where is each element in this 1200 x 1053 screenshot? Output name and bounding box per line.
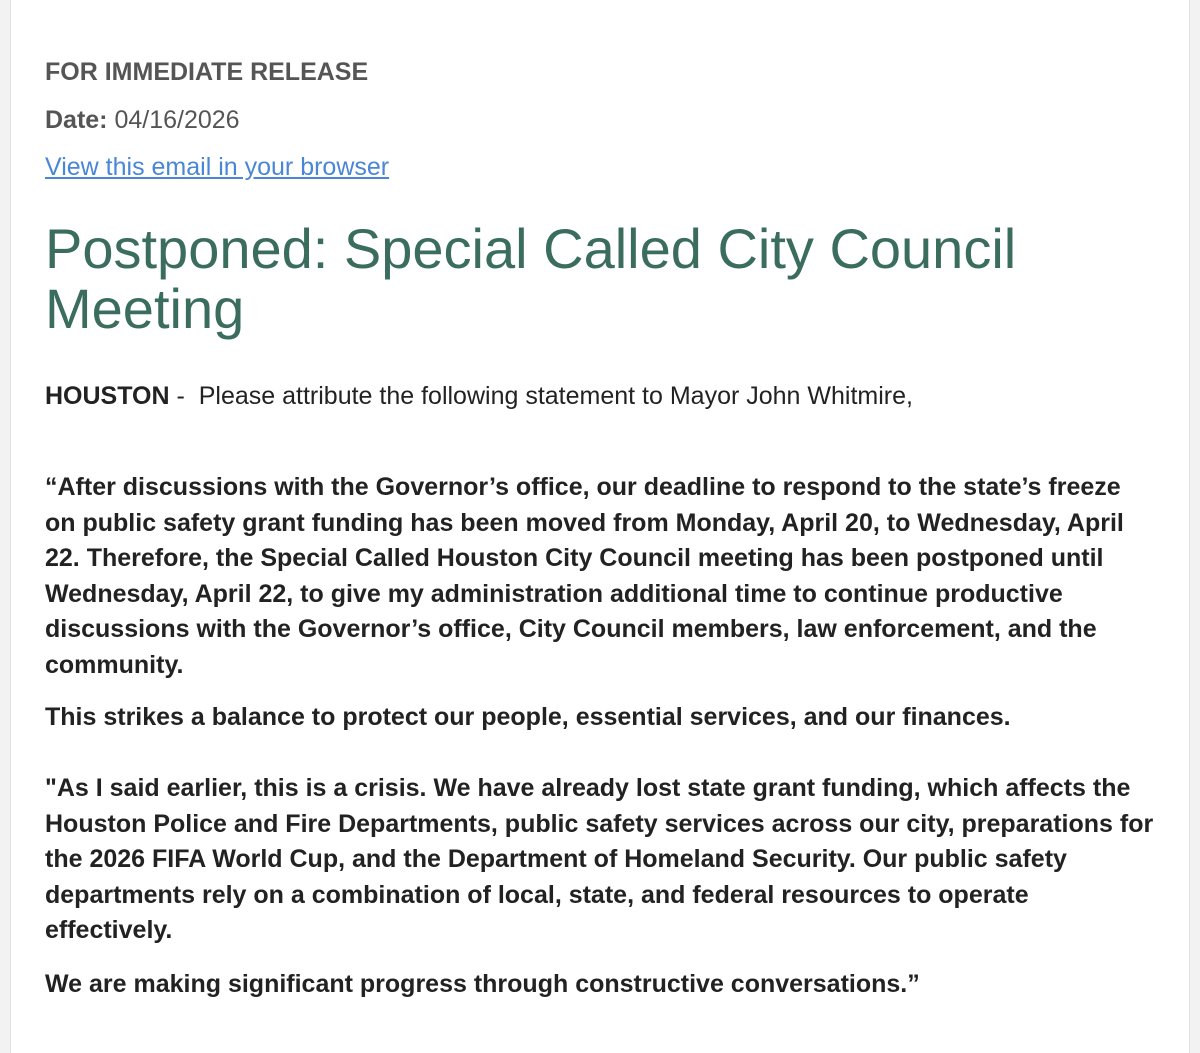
headline: Postponed: Special Called City Council Meeting [45,217,1017,340]
dateline [45,382,913,411]
statement-paragraph: We are making significant progress through constructive conversations.” [45,970,920,998]
release-date [45,106,240,135]
dateline-city: HOUSTON [45,382,170,410]
left-frame-edge [0,0,11,1053]
release-label: FOR IMMEDIATE RELEASE [45,58,369,86]
statement-paragraph: This strikes a balance to protect our people, essential services, and our finances. [45,703,1011,731]
dateline-intro: Please attribute the following statement to Mayor John Whitmire, [198,382,913,410]
view-in-browser-link[interactable]: View this email in your browser [45,153,390,181]
right-frame-edge [1189,0,1200,1053]
statement-paragraph: "As I said earlier, this is a crisis. We have already lost state grant funding, which affects the Houston Police and Fire Departments, public safety services across our city, preparations for the 2026 FIFA World Cup, and the Department of Homeland Security. Our public safety departments rely on a combination of local, state, and federal resources to operate effectively. [45,774,1154,944]
date-label: Date: [45,106,108,134]
dateline-separator: - [169,382,199,410]
date-value: 04/16/2026 [114,106,240,134]
statement-paragraph: “After discussions with the Governor’s office, our deadline to respond to the state’s freeze on public safety grant funding has been moved from Monday, April 20, to Wednesday, April 22. Therefore, the Special Called Houston City Council meeting has been postponed until Wednesday, April 22, to give my administration additional time to continue productive discussions with the Governor’s office, City Council members, law enforcement, and the community. [45,473,1124,679]
